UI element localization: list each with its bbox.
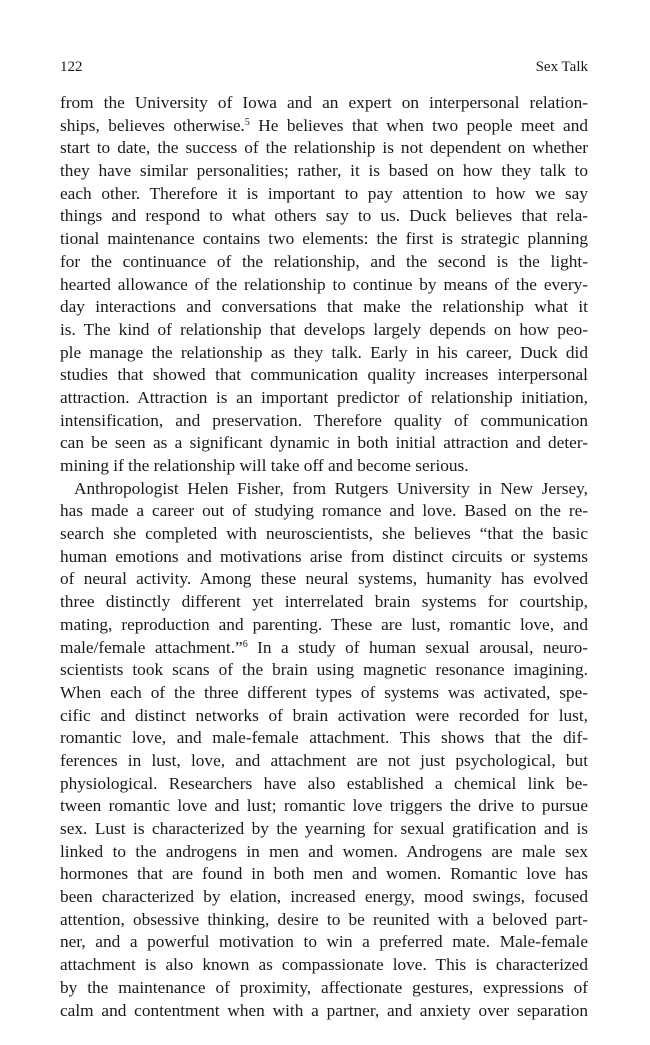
text-line: physiological. Researchers have also established a chemical link be- [60, 773, 588, 793]
text-line: has made a career out of studying romance and love. Based on the re- [60, 501, 588, 521]
text-line: human emotions and motivations arise from distinct circuits or systems [60, 546, 588, 566]
text-fragment: ships, believes otherwise. [60, 115, 245, 135]
text-line: things and respond to what others say to us. Duck believes that rela- [60, 206, 588, 226]
footnote-marker: 6 [242, 638, 248, 650]
running-head: Sex Talk [535, 59, 588, 75]
text-line: studies that showed that communication quality increases interpersonal [60, 365, 588, 385]
text-line: mining if the relationship will take off and become serious. [60, 456, 469, 475]
text-line: attraction. Attraction is an important predictor of relationship initiation, [60, 387, 588, 407]
text-line: ple manage the relationship as they talk. Early in his career, Duck did [60, 342, 588, 362]
text-line: Anthropologist Helen Fisher, from Rutgers University in New Jersey, [74, 478, 588, 498]
text-line: by the maintenance of proximity, affectionate gestures, expressions of [60, 977, 588, 997]
text-line: tween romantic love and lust; romantic love triggers the drive to pursue [60, 796, 588, 816]
text-line: each other. Therefore it is important to pay attention to how we say [60, 183, 588, 203]
text-line: calm and contentment when with a partner, and anxiety over separation [60, 1000, 588, 1020]
page-header [60, 56, 588, 78]
body-text [60, 92, 588, 1022]
page-number: 122 [60, 59, 83, 75]
text-line: When each of the three different types of systems was activated, spe- [60, 682, 588, 702]
text-line: romantic love, and male-female attachment. This shows that the dif- [60, 728, 588, 748]
text-line: attachment is also known as compassionate love. This is characterized [60, 955, 588, 975]
text-line: start to date, the success of the relationship is not dependent on whether [60, 138, 588, 158]
text-line: ferences in lust, love, and attachment are not just psychological, but [60, 750, 588, 770]
text-line [60, 637, 588, 660]
text-line: search she completed with neuroscientists, she believes “that the basic [60, 524, 588, 544]
text-line: three distinctly different yet interrelated brain systems for courtship, [60, 592, 588, 612]
text-line: is. The kind of relationship that develops largely depends on how peo- [60, 319, 588, 339]
text-line: sex. Lust is characterized by the yearning for sexual gratification and is [60, 819, 588, 838]
text-fragment: male/female attachment.” [60, 637, 243, 657]
text-line: they have similar personalities; rather, it is based on how they talk to [60, 161, 588, 181]
text-line: linked to the androgens in men and women. Androgens are male sex [60, 841, 588, 861]
text-line: ner, and a powerful motivation to win a preferred mate. Male-female [60, 932, 588, 952]
text-line: attention, obsessive thinking, desire to be reunited with a beloved part- [60, 909, 588, 929]
text-line [60, 115, 588, 138]
text-fragment: In a study of human sexual arousal, neuro- [247, 637, 588, 657]
text-line: can be seen as a significant dynamic in both initial attraction and deter- [60, 433, 588, 453]
text-line: mating, reproduction and parenting. These are lust, romantic love, and [60, 614, 588, 634]
text-line: of neural activity. Among these neural systems, humanity has evolved [60, 569, 588, 589]
text-line: hormones that are found in both men and women. Romantic love has [60, 864, 588, 884]
text-line: scientists took scans of the brain using magnetic resonance imagining. [60, 660, 588, 680]
footnote-marker: 5 [244, 116, 250, 128]
text-line: from the University of Iowa and an expert on interpersonal relation- [60, 93, 588, 112]
text-line: hearted allowance of the relationship to continue by means of the every- [60, 274, 588, 294]
text-line: tional maintenance contains two elements: the first is strategic planning [60, 229, 588, 249]
text-line: cific and distinct networks of brain activation were recorded for lust, [60, 705, 588, 725]
text-line: day interactions and conversations that make the relationship what it [60, 297, 588, 317]
text-line: intensification, and preservation. Therefore quality of communication [60, 410, 588, 430]
text-fragment: He believes that when two people meet and [249, 115, 588, 135]
text-line: been characterized by elation, increased energy, mood swings, focused [60, 887, 588, 907]
text-line: for the continuance of the relationship, and the second is the light- [60, 251, 588, 271]
